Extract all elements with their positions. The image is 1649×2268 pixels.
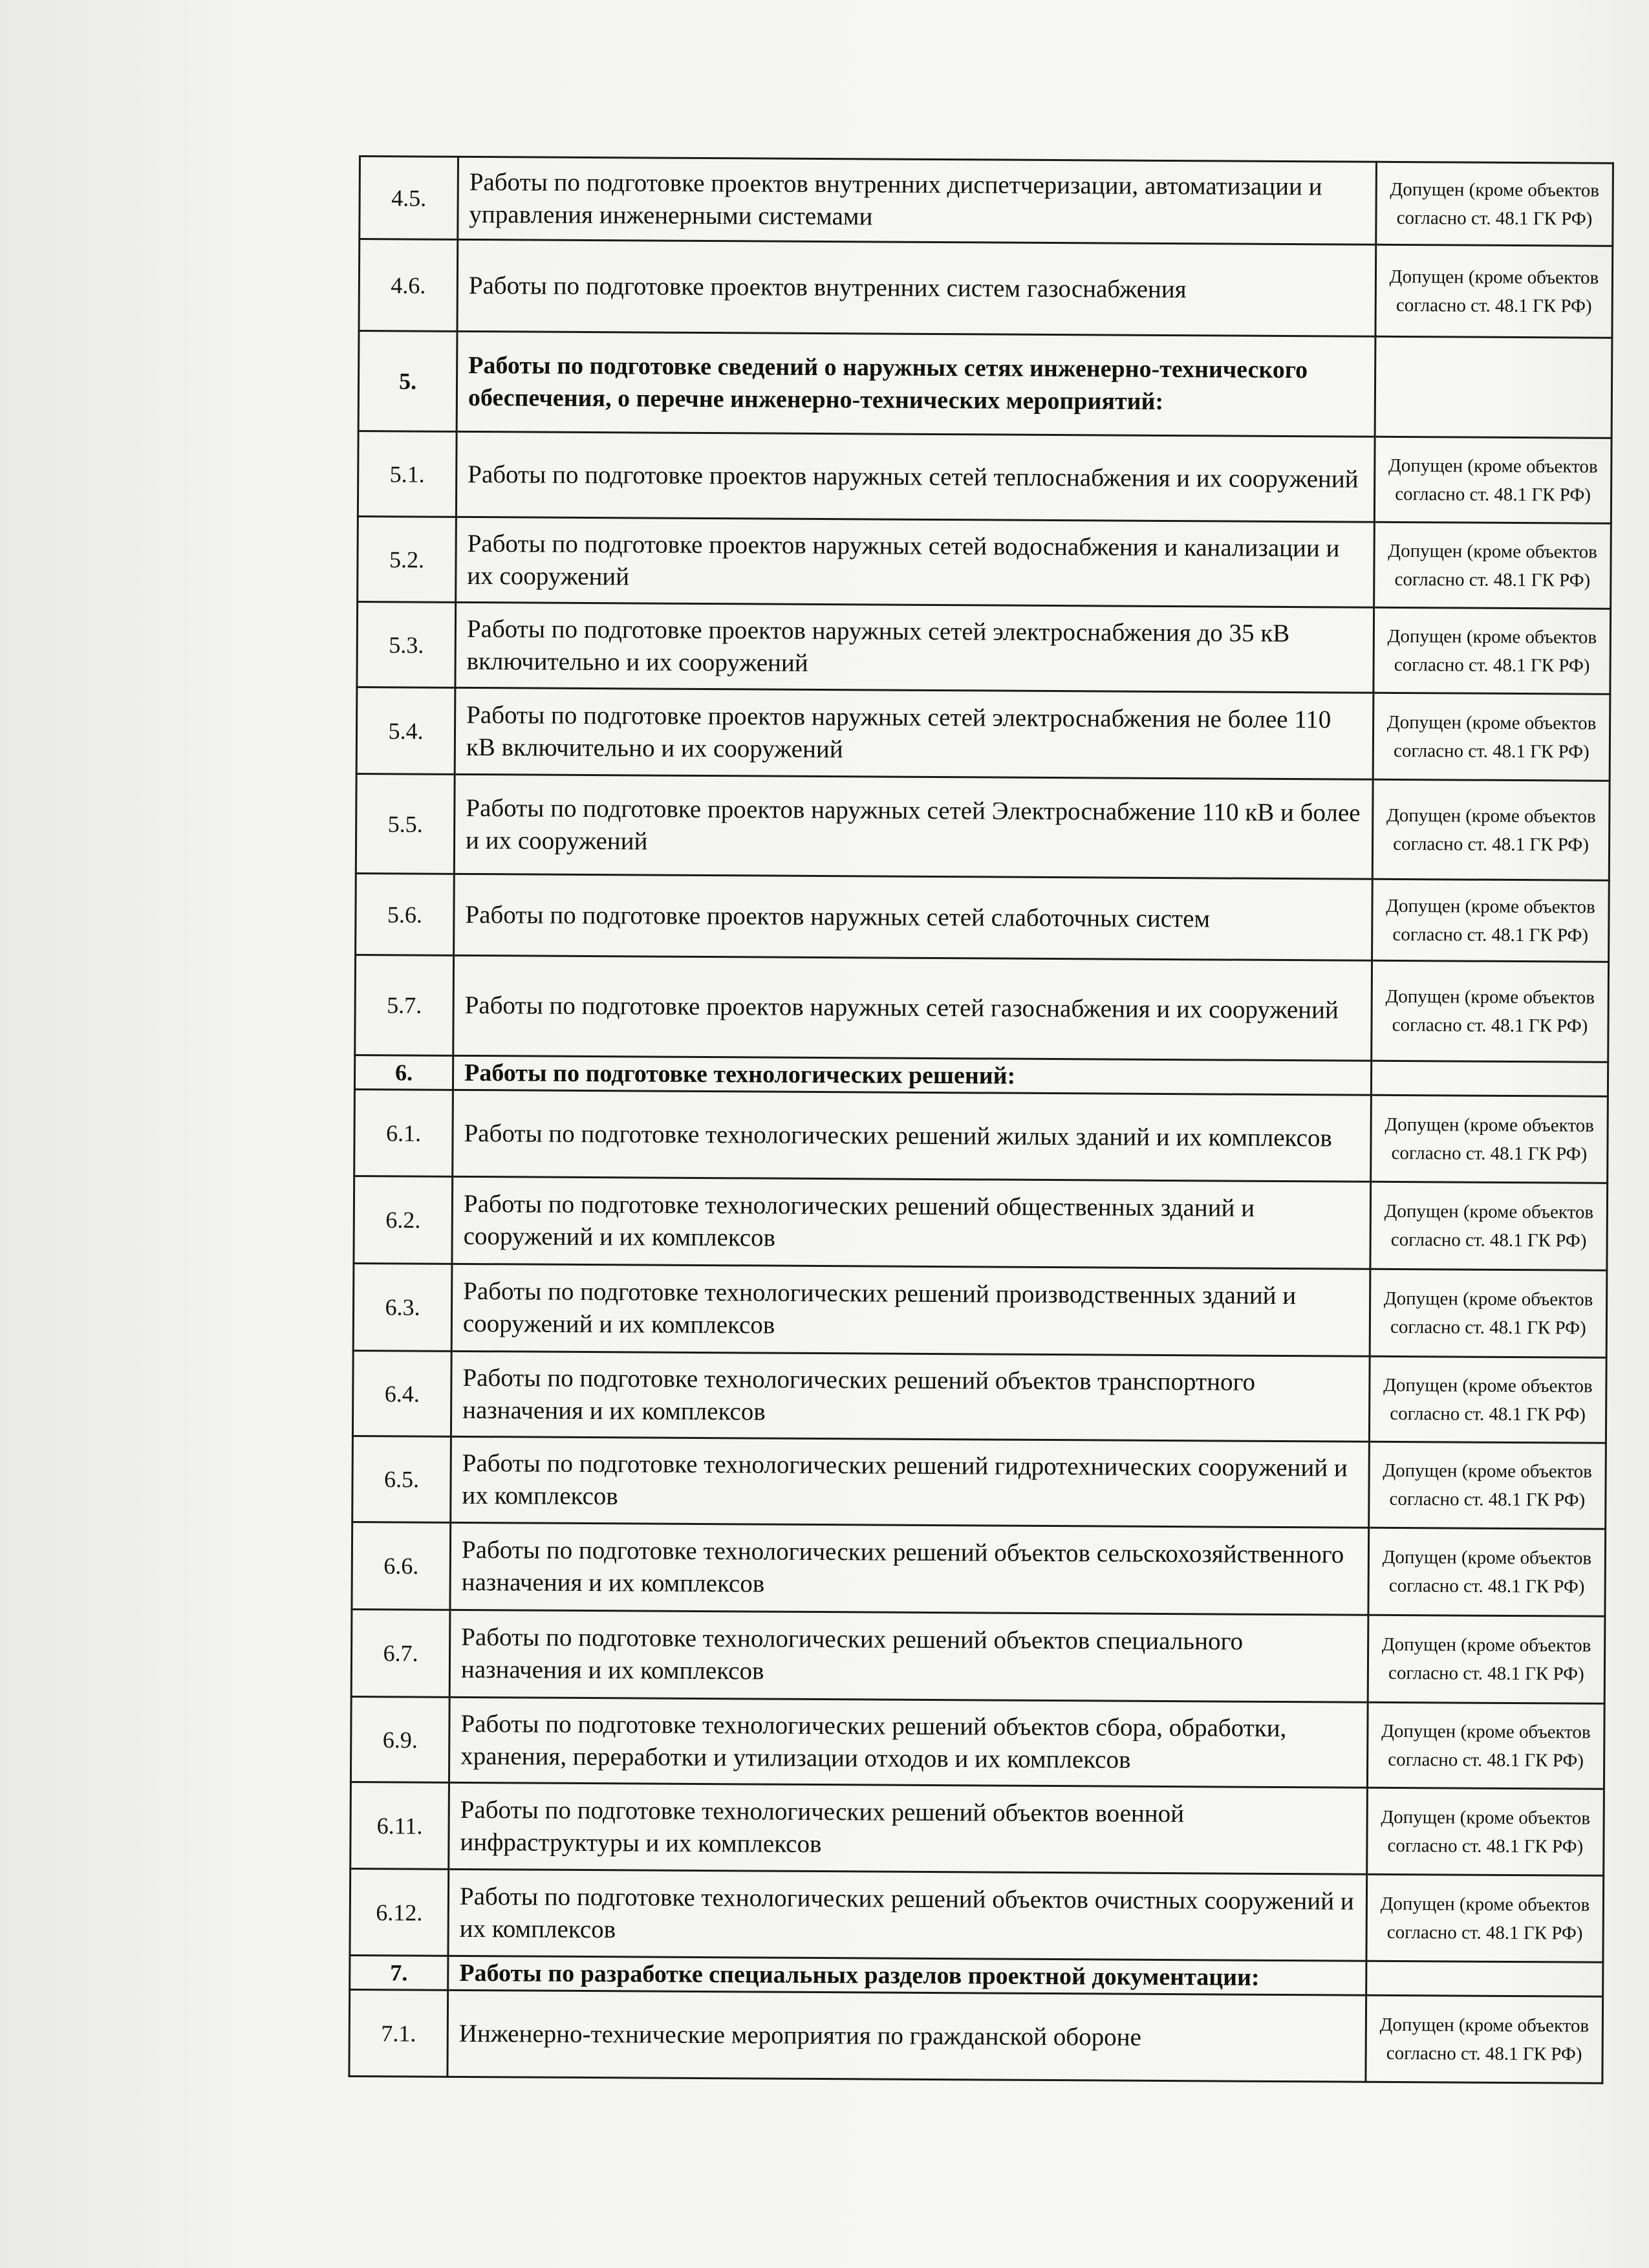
admission-status: Допущен (кроме объектов согласно ст. 48.1 ГК РФ) [1368,1615,1605,1703]
table-row [356,773,1610,880]
admission-status: Допущен (кроме объектов согласно ст. 48.1 ГК РФ) [1374,522,1611,609]
admission-status: Допущен (кроме объектов согласно ст. 48.1 ГК РФ) [1374,607,1611,694]
work-title: Работы по подготовке технологических решений объектов очистных сооружений и их комплексов [448,1869,1367,1961]
table-row [351,1609,1605,1703]
table-row [354,1089,1608,1183]
work-title: Работы по подготовке технологических решений объектов транспортного назначения и их комплексов [451,1351,1370,1442]
admission-status: Допущен (кроме объектов согласно ст. 48.1 ГК РФ) [1371,1095,1608,1183]
admission-status: Допущен (кроме объектов согласно ст. 48.1 ГК РФ) [1373,693,1610,781]
work-title: Работы по подготовке технологических решений объектов сельскохозяйственного назначения и их комплексов [450,1522,1369,1615]
work-title: Работы по подготовке проектов наружных сетей газоснабжения и их сооружений [453,955,1372,1061]
table-row [352,1436,1606,1529]
row-number: 5.4. [356,687,455,774]
row-number: 5.5. [356,773,455,874]
work-title: Работы по подготовке проектов внутренних систем газоснабжения [457,239,1376,336]
admission-status: Допущен (кроме объектов согласно ст. 48.1 ГК РФ) [1368,1528,1606,1616]
admission-status: Допущен (кроме объектов согласно ст. 48.1 ГК РФ) [1370,1269,1607,1357]
work-title: Работы по подготовке проектов наружных сетей электроснабжения не более 110 кВ включительно и их сооружений [455,687,1374,779]
row-number: 4.6. [359,239,458,332]
admission-status [1371,1061,1608,1096]
admission-status [1375,336,1612,438]
row-number: 7.1. [349,1989,448,2077]
row-number: 5.6. [356,873,455,955]
admission-status: Допущен (кроме объектов согласно ст. 48.1 ГК РФ) [1366,1995,1603,2083]
works-table [348,155,1614,2084]
admission-status: Допущен (кроме объектов согласно ст. 48.1 ГК РФ) [1369,1442,1606,1529]
work-title: Работы по подготовке проектов наружных сетей Электроснабжение 110 кВ и более и их сооружений [454,774,1373,879]
admission-status: Допущен (кроме объектов согласно ст. 48.1 ГК РФ) [1372,879,1610,962]
work-title: Работы по подготовке проектов наружных сетей теплоснабжения и их сооружений [456,431,1375,522]
row-number: 4.5. [360,157,458,240]
row-number: 6.5. [352,1436,451,1522]
admission-status: Допущен (кроме объектов согласно ст. 48.1 ГК РФ) [1372,779,1610,880]
work-title: Работы по подготовке технологических решений производственных зданий и сооружений и их комплексов [451,1264,1370,1356]
section-row [358,331,1612,438]
row-number: 6.7. [351,1609,450,1697]
row-number: 6.4. [352,1350,451,1436]
work-title: Работы по подготовке технологических решений объектов специального назначения и их комплексов [449,1610,1368,1702]
admission-status: Допущен (кроме объектов согласно ст. 48.1 ГК РФ) [1376,162,1613,246]
row-number: 5.3. [357,601,456,687]
section-title: Работы по подготовке технологических решений: [453,1055,1371,1095]
table-row [354,1176,1608,1270]
row-number: 6.6. [352,1522,451,1610]
table-row [353,1263,1607,1357]
admission-status: Допущен (кроме объектов согласно ст. 48.1 ГК РФ) [1370,1182,1608,1270]
row-number: 5.1. [358,431,457,517]
table-row [359,239,1613,338]
table-row [350,1868,1604,1962]
work-title: Работы по подготовке проектов внутренних диспетчеризации, автоматизации и управления инженерными системами [458,157,1377,244]
row-number: 6.3. [353,1263,452,1351]
table-row [358,431,1611,524]
admission-status: Допущен (кроме объектов согласно ст. 48.1 ГК РФ) [1369,1356,1606,1443]
table-row [350,1782,1604,1875]
table-row [355,955,1609,1062]
row-number: 5.2. [358,516,457,602]
row-number: 6.11. [350,1782,449,1869]
table-row [350,1696,1604,1789]
table-row [356,687,1610,781]
work-title: Работы по подготовке проектов наружных сетей водоснабжения и канализации и их сооружений [456,517,1375,607]
table-row [352,1350,1606,1443]
work-title: Работы по подготовке технологических решений гидротехнических сооружений и их комплексов [451,1436,1370,1528]
row-number: 6.9. [350,1696,449,1782]
table-row [356,873,1610,962]
work-title: Работы по подготовке проектов наружных сетей слаботочных систем [454,874,1373,960]
section-number: 5. [358,331,457,432]
row-number: 6.12. [350,1868,449,1956]
work-title: Работы по подготовке технологических решений общественных зданий и сооружений и их комплексов [452,1176,1371,1269]
work-title: Работы по подготовке технологических решений жилых зданий и их комплексов [453,1090,1372,1182]
admission-status: Допущен (кроме объектов согласно ст. 48.1 ГК РФ) [1367,1787,1604,1875]
section-title: Работы по подготовке сведений о наружных сетях инженерно-технического обеспечения, о перечне инженерно-технических мероприятий: [457,331,1375,437]
admission-status: Допущен (кроме объектов согласно ст. 48.1 ГК РФ) [1374,437,1611,523]
table-row [352,1522,1606,1616]
work-title: Работы по подготовке технологических решений объектов сбора, обработки, хранения, переработки и утилизации отходов и их комплексов [449,1697,1368,1787]
section-title: Работы по разработке специальных разделов проектной документации: [448,1956,1366,1995]
admission-status: Допущен (кроме объектов согласно ст. 48.1 ГК РФ) [1372,960,1609,1062]
table-row [358,516,1611,609]
admission-status: Допущен (кроме объектов согласно ст. 48.1 ГК РФ) [1367,1702,1604,1789]
table-row [349,1989,1603,2083]
row-number: 6.2. [354,1176,453,1264]
admission-status: Допущен (кроме объектов согласно ст. 48.1 ГК РФ) [1366,1874,1604,1962]
section-number: 6. [354,1055,453,1090]
work-title: Работы по подготовке технологических решений объектов военной инфраструктуры и их комплексов [449,1782,1368,1874]
row-number: 6.1. [354,1089,453,1176]
section-number: 7. [350,1955,448,1990]
table-row [360,157,1613,246]
work-title: Работы по подготовке проектов наружных сетей электроснабжения до 35 кВ включительно и их сооружений [455,602,1374,693]
table-row [357,601,1611,694]
row-number: 5.7. [355,955,454,1055]
admission-status: Допущен (кроме объектов согласно ст. 48.1 ГК РФ) [1375,244,1613,338]
admission-status [1366,1961,1603,1996]
work-title: Инженерно-технические мероприятия по гражданской обороне [447,1990,1366,2082]
